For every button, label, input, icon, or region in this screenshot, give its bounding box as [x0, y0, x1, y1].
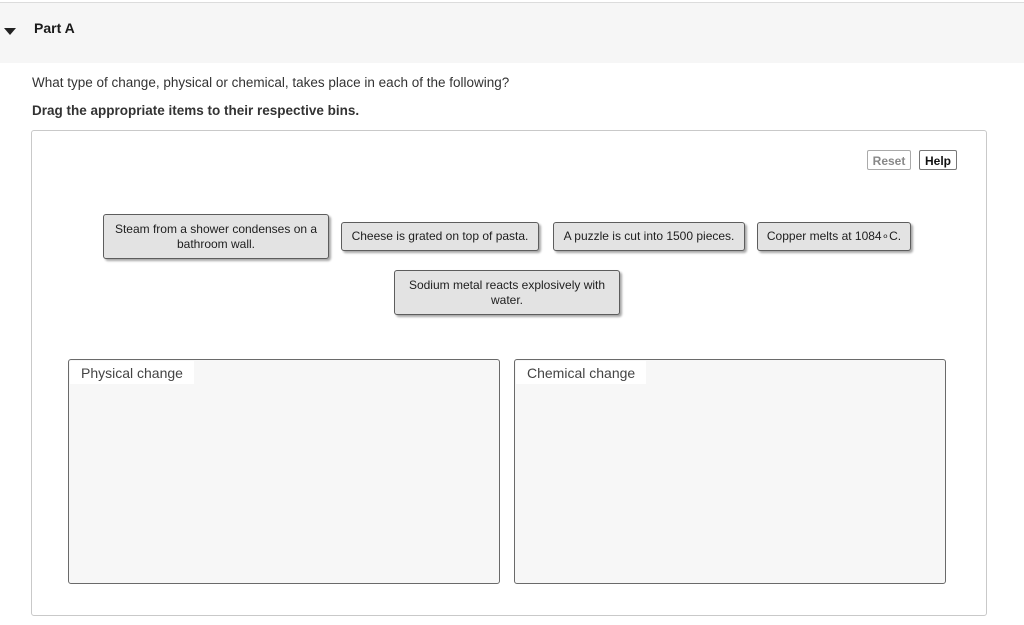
part-header[interactable]	[0, 3, 1024, 63]
bin-chemical-change[interactable]	[514, 359, 946, 584]
draggable-item-sodium[interactable]: Sodium metal reacts explosively with water.	[394, 270, 620, 315]
question-text: What type of change, physical or chemical, takes place in each of the following?	[32, 75, 510, 90]
bin-label-chemical: Chemical change	[516, 361, 646, 384]
instruction-text: Drag the appropriate items to their respective bins.	[32, 103, 360, 118]
draggable-item-steam[interactable]: Steam from a shower condenses on a bathroom wall.	[103, 214, 329, 259]
caret-down-icon[interactable]	[4, 28, 16, 35]
reset-button[interactable]: Reset	[867, 150, 911, 170]
draggable-item-puzzle[interactable]: A puzzle is cut into 1500 pieces.	[553, 222, 745, 251]
bin-physical-change[interactable]	[68, 359, 500, 584]
bin-label-physical: Physical change	[70, 361, 194, 384]
draggable-item-cheese[interactable]: Cheese is grated on top of pasta.	[341, 222, 539, 251]
draggable-item-copper[interactable]: Copper melts at 1084∘C.	[757, 222, 911, 251]
part-title: Part A	[34, 20, 75, 36]
help-button[interactable]: Help	[919, 150, 957, 170]
